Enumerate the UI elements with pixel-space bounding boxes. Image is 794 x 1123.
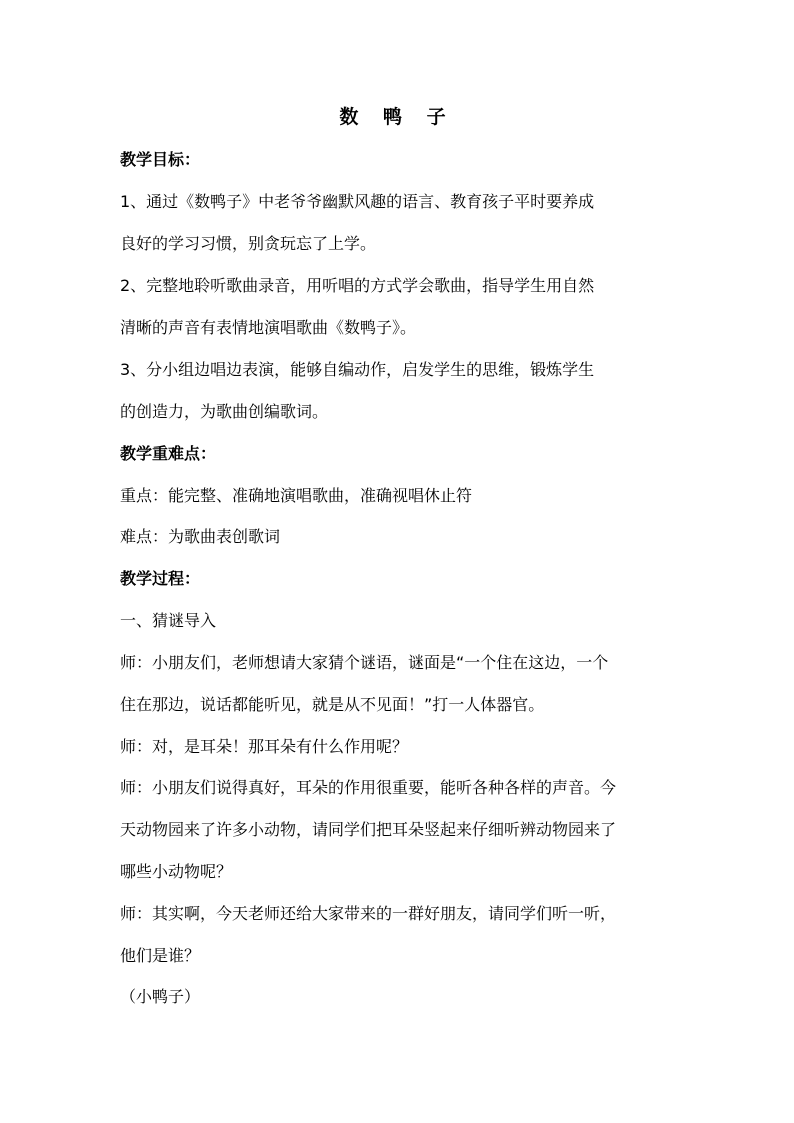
paragraph-line: 师：对，是耳朵！那耳朵有什么作用呢？ [120, 737, 409, 756]
paragraph-line: 师：其实啊，今天老师还给大家带来的一群好朋友，请同学们听一听， [120, 904, 617, 923]
paragraph-line: 天动物园来了许多小动物，请同学们把耳朵竖起来仔细听辨动物园来了 [120, 820, 617, 839]
paragraph-line: （小鸭子） [120, 987, 201, 1006]
page-title: 数 鸭 子 [339, 106, 455, 128]
paragraph-line: 难点：为歌曲表创歌词 [120, 527, 281, 546]
paragraph-line: 师：小朋友们，老师想请大家猜个谜语，谜面是“一个住在这边，一个 [120, 653, 609, 672]
section-heading: 教学重难点： [120, 444, 217, 463]
section-heading: 教学过程： [120, 569, 201, 588]
paragraph-line: 清晰的声音有表情地演唱歌曲《数鸭子》。 [120, 318, 417, 337]
paragraph-line: 师：小朋友们说得真好，耳朵的作用很重要，能听各种各样的声音。今 [120, 778, 617, 797]
paragraph-line: 哪些小动物呢？ [120, 862, 233, 881]
paragraph-line: 住在那边，说话都能听见，就是从不见面！”打一人体器官。 [120, 695, 545, 714]
paragraph-line: 2、完整地聆听歌曲录音，用听唱的方式学会歌曲，指导学生用自然 [120, 276, 595, 295]
paragraph-line: 重点：能完整、准确地演唱歌曲，准确视唱休止符 [120, 486, 473, 505]
paragraph-line: 良好的学习习惯，别贪玩忘了上学。 [120, 234, 377, 253]
section-heading: 教学目标： [120, 150, 201, 169]
paragraph-line: 3、分小组边唱边表演，能够自编动作，启发学生的思维，锻炼学生 [120, 360, 595, 379]
paragraph-line: 一、猜谜导入 [120, 611, 217, 630]
paragraph-line: 他们是谁？ [120, 946, 201, 965]
paragraph-line: 1、通过《数鸭子》中老爷爷幽默风趣的语言、教育孩子平时要养成 [120, 192, 595, 211]
paragraph-line: 的创造力，为歌曲创编歌词。 [120, 402, 329, 421]
